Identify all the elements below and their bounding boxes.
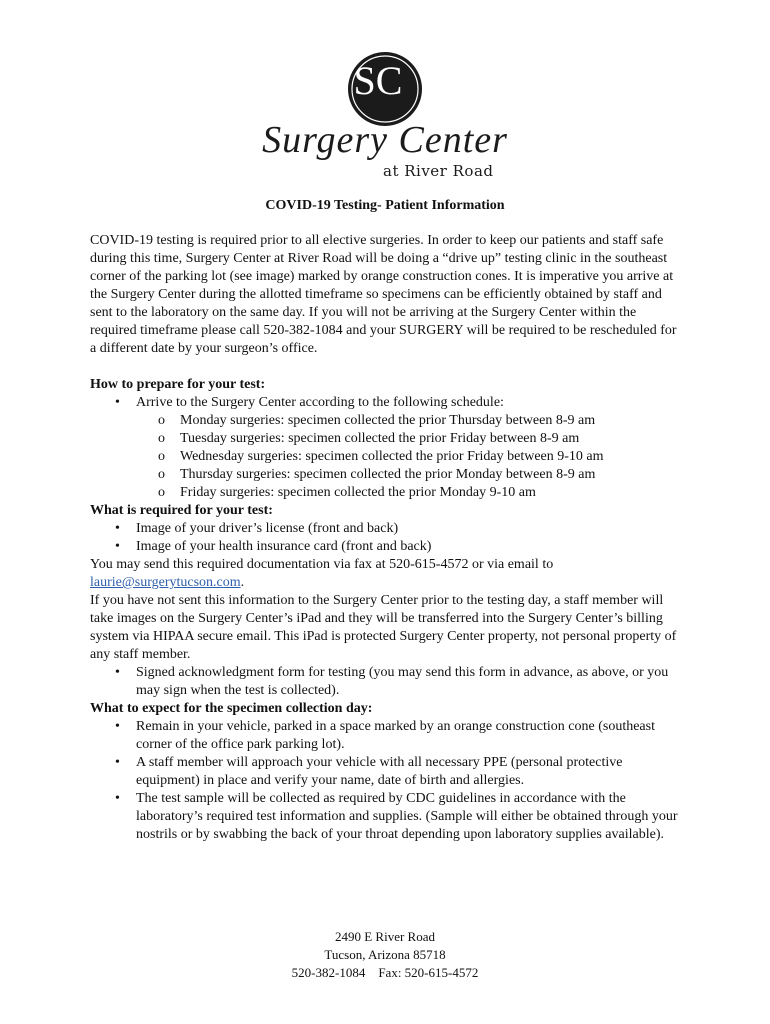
footer-phones: 520-382-1084 Fax: 520-615-4572 [291,965,479,980]
prepare-list [90,394,680,412]
schedule-text: Wednesday surgeries: specimen collected the prior Friday between 9-10 am [180,449,604,464]
logo-subtitle: at River Road [383,162,494,180]
monogram-graphic [348,52,422,126]
list-item-text: Signed acknowledgment form for testing (you may send this form in advance, as above, or you may sign when the test is collected). [136,665,669,698]
circle-bullet-icon: o [158,449,165,464]
footer-address: 2490 E River Road [334,929,435,944]
document-title: COVID-19 Testing- Patient Information [265,198,505,213]
email-suffix: . [240,575,245,590]
list-item [115,394,680,412]
list-item-text: Remain in your vehicle, parked in a space marked by an orange construction cone (southeast corner of the office park parking lot). [136,719,655,752]
schedule-item [158,448,680,466]
circle-bullet-icon: o [158,413,165,428]
schedule-text: Monday surgeries: specimen collected the prior Thursday between 8-9 am [180,413,596,428]
schedule-text: Thursday surgeries: specimen collected the prior Monday between 8-9 am [180,467,596,482]
list-item [115,520,680,538]
schedule-text: Friday surgeries: specimen collected the prior Monday 9-10 am [180,485,536,500]
list-item [115,718,680,754]
bullet-icon: • [115,791,120,806]
circle-bullet-icon: o [158,431,165,446]
schedule-text: Tuesday surgeries: specimen collected the prior Friday between 8-9 am [180,431,580,446]
schedule-item [158,412,680,430]
schedule-item [158,484,680,502]
bullet-icon: • [115,539,120,554]
list-item-text: A staff member will approach your vehicle with all necessary PPE (personal protective equipment) in place and verify your name, date of birth and allergies. [136,755,623,788]
circle-bullet-icon: o [158,467,165,482]
document-body [90,232,680,844]
logo-title: Surgery Center [262,119,508,161]
schedule-item [158,430,680,448]
list-item [115,790,680,844]
address-footer [0,928,770,982]
list-item-text: Image of your driver’s license (front and back) [136,521,399,536]
send-text: You may send this required documentation via fax at 520-615-4572 or via email to [90,557,554,572]
expect-list [90,718,680,844]
list-item [115,754,680,790]
list-item-text: The test sample will be collected as required by CDC guidelines in accordance with the laboratory’s required test information and supplies. (Sample will either be obtained through your nostrils or by swabbing the back of your throat depending upon laboratory supplies available). [136,791,678,842]
send-documentation-text [90,556,680,592]
schedule-list [90,412,680,502]
monogram-letters: SC [353,58,403,103]
required-list [90,520,680,556]
required-heading: What is required for your test: [90,503,273,518]
bullet-icon: • [115,395,120,410]
bullet-icon: • [115,755,120,770]
prepare-heading: How to prepare for your test: [90,377,266,392]
bullet-icon: • [115,521,120,536]
list-item [115,664,680,700]
ipad-note-paragraph: If you have not sent this information to the Surgery Center prior to the testing day, a staff member will take images on the Surgery Center’s iPad and they will be transferred into the Surgery Center’s billing system via HIPAA secure email. This iPad is protected Surgery Center property, not personal property of any staff member. [90,593,677,662]
bullet-icon: • [115,665,120,680]
list-item [115,538,680,556]
ack-list [90,664,680,700]
bullet-icon: • [115,719,120,734]
circle-bullet-icon: o [158,485,165,500]
email-link[interactable]: laurie@surgerytucson.com [90,575,241,590]
list-item-text: Image of your health insurance card (front and back) [136,539,432,554]
list-item-text: Arrive to the Surgery Center according to the following schedule: [136,395,504,410]
footer-city: Tucson, Arizona 85718 [324,947,446,962]
expect-heading: What to expect for the specimen collection day: [90,701,373,716]
schedule-item [158,466,680,484]
sc-monogram-seal [348,52,422,126]
intro-paragraph: COVID-19 testing is required prior to all elective surgeries. In order to keep our patients and staff safe during this time, Surgery Center at River Road will be doing a “drive up” testing clinic in the southeast corner of the parking lot (see image) marked by orange construction cones. It is imperative you arrive at the Surgery Center during the allotted timeframe so specimens can be efficiently obtained by staff and sent to the laboratory on the same day. If you will not be arriving at the Surgery Center within the required timeframe please call 520-382-1084 and your SURGERY will be required to be rescheduled for a different date by your surgeon’s office. [90,233,677,356]
surgery-center-logo [255,40,515,190]
